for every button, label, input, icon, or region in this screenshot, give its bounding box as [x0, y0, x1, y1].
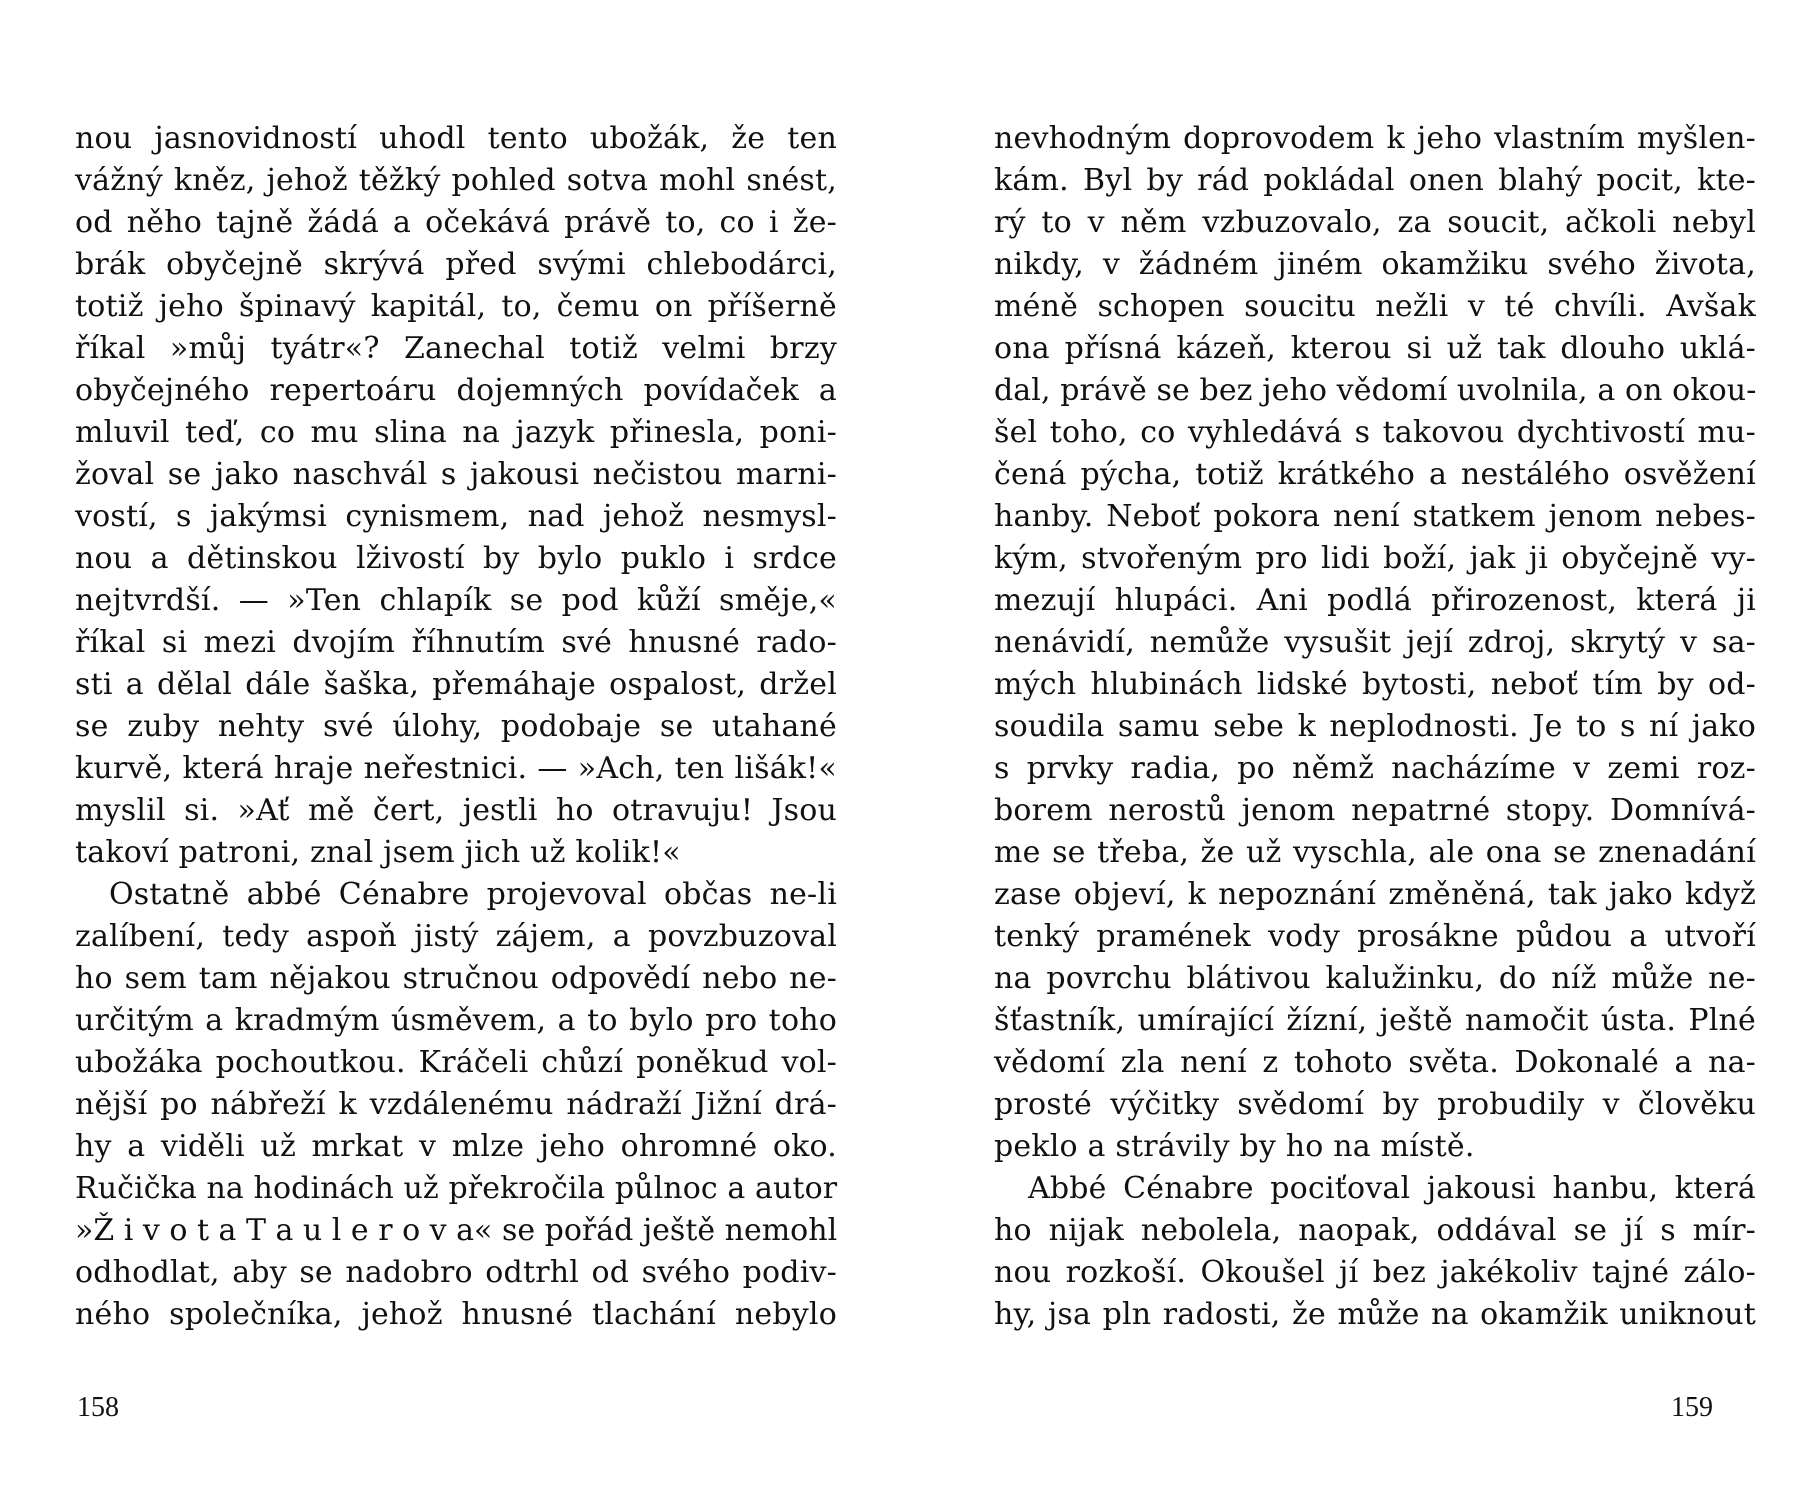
text-line: nevhodným doprovodem k jeho vlastním myšlen-: [994, 121, 1756, 156]
text-line: nou rozkoší. Okoušel jí bez jakékoliv tajné zálo-: [994, 1255, 1756, 1290]
text-line: mluvil teď, co mu slina na jazyk přinesla, poni-: [75, 415, 837, 450]
text-line: na povrchu blátivou kalužinku, do níž může ne-: [994, 961, 1756, 996]
text-line: nější po nábřeží k vzdálenému nádraží Jižní drá-: [75, 1087, 837, 1122]
text-line: šel toho, co vyhledává s takovou dychtivostí mu-: [994, 415, 1756, 450]
page-number-right: 159: [1671, 1392, 1713, 1423]
text-line: soudila samu sebe k neplodnosti. Je to s ní jako: [994, 709, 1756, 744]
text-line: zase objeví, k nepoznání změněná, tak jako když: [994, 877, 1756, 912]
page-number-left: 158: [77, 1392, 119, 1423]
text-line: šťastník, umírající žízní, ještě namočit ústa. Plné: [994, 1003, 1756, 1038]
text-line: dal, právě se bez jeho vědomí uvolnila, a on okou-: [994, 373, 1757, 408]
text-line: říkal si mezi dvojím říhnutím své hnusné rado-: [75, 625, 837, 660]
text-line: čená pýcha, totiž krátkého a nestálého osvěžení: [994, 457, 1756, 492]
text-line: ho sem tam nějakou stručnou odpovědí nebo ne-: [75, 961, 837, 996]
text-line: me se třeba, že už vyschla, ale ona se znenadání: [994, 835, 1756, 870]
text-line: vědomí zla není z tohoto světa. Dokonalé a na-: [994, 1045, 1756, 1080]
paragraph-start-line: Ostatně abbé Cénabre projevoval občas ne-li: [109, 877, 837, 912]
text-line: mých hlubinách lidské bytosti, neboť tím by od-: [994, 667, 1756, 702]
text-line: vážný kněz, jehož těžký pohled sotva mohl snést,: [75, 163, 837, 198]
paragraph-end-line: takoví patroni, znal jsem jich už kolik!«: [75, 835, 681, 870]
text-line: hy, jsa pln radosti, že může na okamžik uniknout: [994, 1297, 1756, 1332]
paragraph-end-line: peklo a strávily by ho na místě.: [994, 1129, 1475, 1164]
text-line: hy a viděli už mrkat v mlze jeho ohromné oko.: [75, 1129, 837, 1164]
text-line: žoval se jako naschvál s jakousi nečistou marni-: [75, 457, 837, 492]
text-line: určitým a kradmým úsměvem, a to bylo pro toho: [75, 1003, 837, 1038]
text-line: od něho tajně žádá a očekává právě to, co i že-: [75, 205, 837, 240]
right-page: [906, 0, 1812, 1500]
text-line: Ručička na hodinách už překročila půlnoc a autor: [75, 1171, 838, 1206]
text-line: »Ž i v o t a T a u l e r o v a« se pořád ještě nemohl: [75, 1213, 838, 1248]
text-line: sti a dělal dále šaška, přemáhaje ospalost, držel: [75, 667, 837, 702]
text-line: rý to v něm vzbuzovalo, za soucit, ačkoli nebyl: [994, 205, 1756, 240]
text-line: brák obyčejně skrývá před svými chlebodárci,: [75, 247, 837, 282]
text-line: kým, stvořeným pro lidi boží, jak ji obyčejně vy-: [994, 541, 1756, 576]
text-line: méně schopen soucitu nežli v té chvíli. Avšak: [994, 289, 1756, 324]
text-line: totiž jeho špinavý kapitál, to, čemu on příšerně: [75, 289, 837, 324]
text-line: mezují hlupáci. Ani podlá přirozenost, která ji: [994, 583, 1756, 618]
left-page-text: [75, 118, 837, 1336]
text-line: hanby. Neboť pokora není statkem jenom nebes-: [994, 499, 1756, 534]
text-line: kám. Byl by rád pokládal onen blahý pocit, kte-: [994, 163, 1756, 198]
text-line: nejtvrdší. — »Ten chlapík se pod kůží směje,«: [75, 583, 837, 618]
text-line: prosté výčitky svědomí by probudily v člověku: [994, 1087, 1756, 1122]
text-line: myslil si. »Ať mě čert, jestli ho otravuju! Jsou: [75, 793, 837, 828]
text-line: obyčejného repertoáru dojemných povídaček a: [75, 373, 837, 408]
text-line: se zuby nehty své úlohy, podobaje se utahané: [75, 709, 837, 744]
text-line: nenávidí, nemůže vysušit její zdroj, skrytý v sa-: [994, 625, 1756, 660]
text-line: zalíbení, tedy aspoň jistý zájem, a povzbuzoval: [75, 919, 837, 954]
text-line: ho nijak nebolela, naopak, oddával se jí s mír-: [994, 1213, 1756, 1248]
text-line: nikdy, v žádném jiném okamžiku svého života,: [994, 247, 1756, 282]
text-line: borem nerostů jenom nepatrné stopy. Domnívá-: [994, 793, 1756, 828]
right-page-text: [994, 118, 1756, 1336]
text-line: ného společníka, jehož hnusné tlachání nebylo: [75, 1297, 837, 1332]
text-line: tenký pramének vody prosákne půdou a utvoří: [994, 919, 1756, 954]
text-line: kurvě, která hraje neřestnici. — »Ach, ten lišák!«: [75, 751, 837, 786]
paragraph-start-line: Abbé Cénabre pociťoval jakousi hanbu, která: [1028, 1171, 1756, 1206]
text-line: odhodlat, aby se nadobro odtrhl od svého podiv-: [75, 1255, 837, 1290]
text-line: nou a dětinskou lživostí by bylo puklo i srdce: [75, 541, 837, 576]
text-line: nou jasnovidností uhodl tento ubožák, že ten: [75, 121, 837, 156]
text-line: ona přísná kázeň, kterou si už tak dlouho uklá-: [994, 331, 1756, 366]
text-line: s prvky radia, po němž nacházíme v zemi roz-: [994, 751, 1756, 786]
text-line: vostí, s jakýmsi cynismem, nad jehož nesmysl-: [75, 499, 837, 534]
text-line: ubožáka pochoutkou. Kráčeli chůzí poněkud vol-: [75, 1045, 837, 1080]
text-line: říkal »můj tyátr«? Zanechal totiž velmi brzy: [75, 331, 837, 366]
